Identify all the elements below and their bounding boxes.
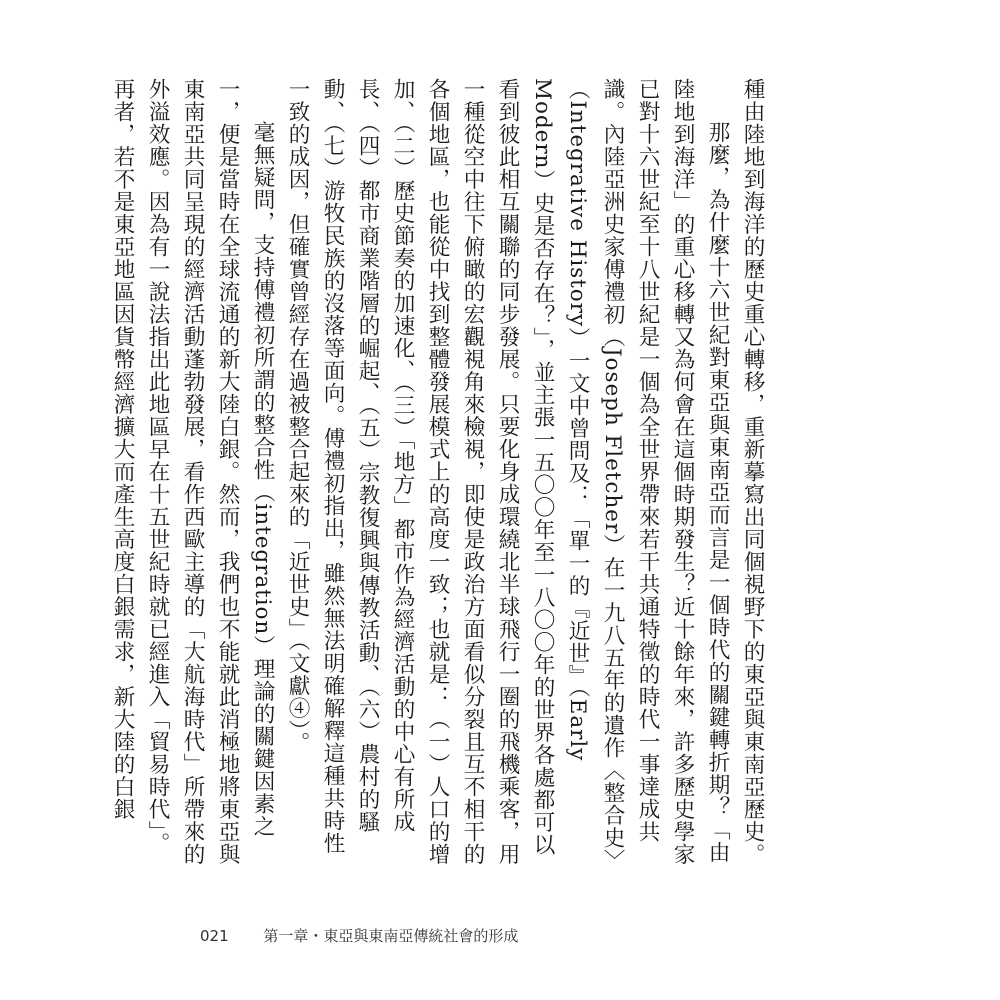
paragraph-3: 毫無疑問，支持傅禮初所謂的整合性（integration）理論的關鍵因素之一，便是當時在全球流通的新大陸白銀。然而，我們也不能就此消極地將東亞與東南亞共同呈現的經濟活動蓬勃發展，看作西歐主導的「大航海時代」所帶來的外溢效應。因為有一說法指出此地區早在十五世紀時就已經進入「貿易時代」。再者，若不是東亞地區因貨幣經濟擴大而產生高度白銀需求，新大陸的白銀 (110, 78, 275, 866)
body-text (110, 78, 770, 868)
page-number: 021 (200, 927, 229, 945)
paragraph-2: 那麼，為什麼十六世紀對東亞與東南亞而言是一個時代的關鍵轉折期？「由陸地到海洋」的重心移轉又為何會在這個時期發生？近十餘年來，許多歷史學家已對十六世紀至十八世紀是一個為全世界帶來若干共通特徵的時代一事達成共識。內陸亞洲史家傅禮初（Joseph Fletcher）在一九八五年的遺作〈整合史〉（Integrative History）一文中曾問及：「單一的『近世』（Early Modern）史是否存在？」，並主張一五〇〇年至一八〇〇年的世界各處都可以看到彼此相互關聯的同步發展。只要化身成環繞北半球飛行一圈的飛機乘客，用一種從空中往下俯瞰的宏觀視角來檢視，即使是政治方面看似分裂且互不相干的各個地區，也能從中找到整體發展模式上的高度一致；也就是：（一）人口的增加、（二）歷史節奏的加速化、（三）「地方」都市作為經濟活動的中心有所成長、（四）都市商業階層的崛起、（五）宗教復興與傳教活動、（六）農村的騷動、（七）游牧民族的沒落等面向。傅禮初指出，雖然無法明確解釋這種共時性一致的成因，但確實曾經存在過被整合起來的「近世史」（文獻④）。 (285, 78, 730, 866)
paragraph-1: 種由陸地到海洋的歷史重心轉移，重新摹寫出同個視野下的東亞與東南亞歷史。 (740, 78, 765, 866)
page-footer (200, 925, 518, 946)
chapter-title: 第一章・東亞與東南亞傳統社會的形成 (263, 927, 519, 945)
